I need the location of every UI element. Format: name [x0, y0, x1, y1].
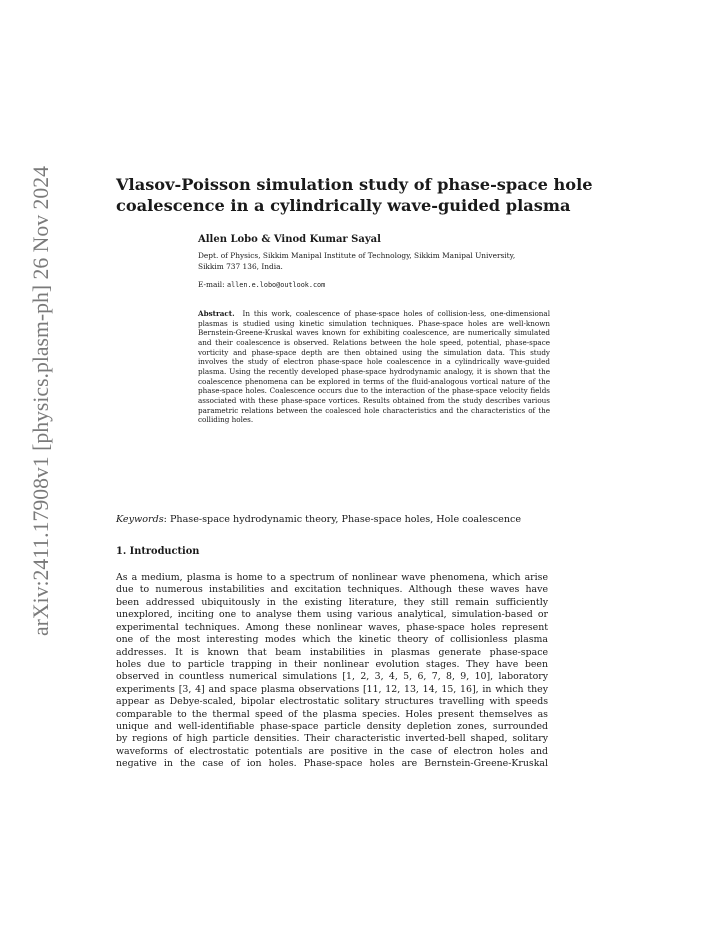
text-line: due to numerous instabilities and excitation techniques. Although these waves have: [116, 584, 548, 596]
email-address[interactable]: allen.e.lobo@outlook.com: [227, 281, 326, 289]
arxiv-stamp-svg: [14, 160, 58, 640]
text-line: comparable to the thermal speed of the plasma species. Holes present themselves as: [116, 708, 548, 720]
text-line: unique and well-identifiable phase-space particle density depletion zones, surrounded: [116, 721, 548, 733]
text-line: negative in the case of ion holes. Phase-space holes are Bernstein-Greene-Kruskal: [116, 758, 548, 770]
text-line: waveforms of electrostatic potentials are positive in the case of electron holes and: [116, 745, 548, 757]
arxiv-identifier-stamp: [14, 160, 58, 640]
introduction-body: [116, 572, 548, 771]
email-label: E-mail:: [198, 280, 225, 289]
text-line: appear as Debye-scaled, bipolar electrostatic solitary structures travelling with speeds: [116, 696, 548, 708]
text-line: observed in countless numerical simulations [1, 2, 3, 4, 5, 6, 7, 8, 9, 10], laboratory: [116, 671, 548, 683]
keywords: [116, 514, 521, 525]
text-line: by regions of high particle densities. Their characteristic inverted-bell shaped, solitary: [116, 733, 548, 745]
text-line: one of the most interesting modes which the kinetic theory of collisionless plasma: [116, 634, 548, 646]
text-line: addresses. It is known that beam instabilities in plasmas generate phase-space: [116, 646, 548, 658]
text-line: holes due to particle trapping in their nonlinear evolution stages. They have been: [116, 658, 548, 670]
affiliation: Dept. of Physics, Sikkim Manipal Institute of Technology, Sikkim Manipal University, Sikkim 737 136, India.: [198, 251, 516, 271]
abstract-label: Abstract.: [198, 309, 235, 318]
text-line: been addressed ubiquitously in the existing literature, they still remain sufficiently: [116, 596, 548, 608]
text-line: experimental techniques. Among these nonlinear waves, phase-space holes represent: [116, 621, 548, 633]
email-line: [198, 280, 325, 289]
title-line: Vlasov-Poisson simulation study of phase-space hole: [116, 175, 593, 194]
abstract: [198, 309, 550, 425]
keywords-label: Keywords: [116, 514, 164, 525]
section-heading: 1. Introduction: [116, 546, 200, 557]
abstract-text: In this work, coalescence of phase-space holes of collision-less, one-dimensional plasmas is studied using kinetic simulation techniques. Phase-space holes are well-known Bernstein-Greene-Kruskal waves known for exhibiting coalescence, are numerically simulated and their coalescence is observed. Relations between the hole speed, potential, phase-space vorticity and phase-space depth are then obtained using the simulation data. This study involves the study of electron phase-space hole coalescence in a cylindrically wave-guided plasma. Using the recently developed phase-space hydrodynamic analogy, it is shown that the coalescence phenomena can be explored in terms of the fluid-analogous vortical nature of the phase-space holes. Coalescence occurs due to the interaction of the phase-space velocity fields associated with these phase-space vortices. Results obtained from the study describes various parametric relations between the coalesced hole characteristics and the characteristics of the colliding holes.: [198, 309, 550, 425]
text-line: unexplored, inciting one to analyse them using various analytical, simulation-based or: [116, 609, 548, 621]
text-line: experiments [3, 4] and space plasma observations [11, 12, 13, 14, 15, 16], in which they: [116, 683, 548, 695]
title-line: coalescence in a cylindrically wave-guided plasma: [116, 196, 571, 215]
keywords-text: : Phase-space hydrodynamic theory, Phase-space holes, Hole coalescence: [163, 514, 522, 525]
paper-title: [116, 174, 593, 216]
authors: Allen Lobo & Vinod Kumar Sayal: [198, 234, 381, 245]
arxiv-id-text: arXiv:2411.17908v1 [physics.plasm-ph] 26 Nov 2024: [28, 160, 53, 636]
text-line: As a medium, plasma is home to a spectrum of nonlinear wave phenomena, which arise: [116, 572, 548, 583]
